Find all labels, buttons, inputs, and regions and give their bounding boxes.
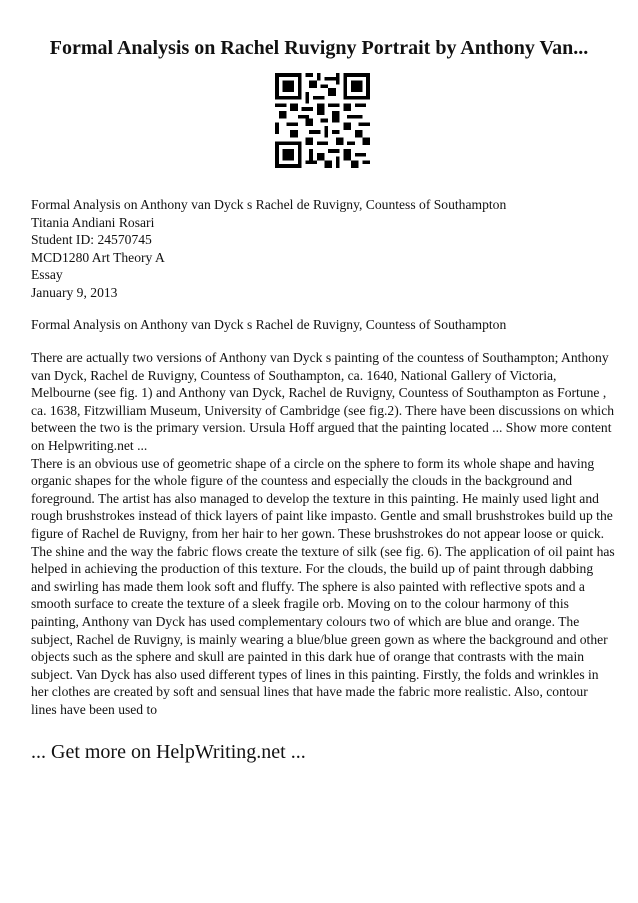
meta-student-id: Student ID: 24570745 (31, 232, 152, 248)
get-more-link[interactable]: ... Get more on HelpWriting.net ... (31, 741, 306, 763)
meta-type: Essay (31, 267, 63, 283)
paragraph-1: There are actually two versions of Anthony van Dyck s painting of the countess of Southampton; Anthony van Dyck, Rachel de Ruvigny, Countess of Southampton, ca. 1640, National Gallery of Victoria, Melbourne (see fig. 1) and Anthony van Dyck, Rachel de Ruvigny, Countess of Southampton as Fortune , ca. 1638, Fitzwilliam Museum, University of Cambridge (see fig.2). There have been discussions on which between the two is the primary version. Ursula Hoff argued that the painting located ... Show more content on Helpwriting.net ... (31, 350, 615, 453)
qr-code-icon (275, 73, 370, 168)
document-meta (31, 196, 615, 302)
meta-title-line: Formal Analysis on Anthony van Dyck s Rachel de Ruvigny, Countess of Southampton (31, 197, 507, 212)
paragraph-2: There is an obvious use of geometric shape of a circle on the sphere to form its whole shape and having organic shapes for the whole figure of the countess and especially the clouds in the background and foreground. The artist has also managed to develop the texture in this painting. He mainly used light and rough brushstrokes instead of thick layers of paint like impasto. Gentle and small brushstrokes build up the figure of Rachel de Ruvigny, from her hair to her gown. These brushstrokes do not appear loose or quick. The shine and the way the fabric flows create the texture of silk (see fig. 6). The application of oil paint has helped in achieving the production of this texture. For the clouds, the build up of paint through dabbing and swirling has made them look soft and fluffy. The sphere is also painted with reflective spots and a smooth surface to create the texture of a sleek fragile orb. Moving on to the colour harmony of this painting, Anthony van Dyck has used complementary colours two of which are blue and orange. The subject, Rachel de Ruvigny, is mainly wearing a blue/blue green gown as where the background and other objects such as the sphere and skull are painted in this dark hue of orange that contrasts with the main subject. Van Dyck has also used different types of lines in this painting. Firstly, the folds and wrinkles in her clothes are created by soft and sensual lines that have made the fabric more realistic. Also, contour lines have been used to (31, 455, 615, 717)
meta-date: January 9, 2013 (31, 284, 118, 300)
meta-course: MCD1280 Art Theory A (31, 249, 165, 265)
essay-subheading: Formal Analysis on Anthony van Dyck s Rachel de Ruvigny, Countess of Southampton (31, 317, 507, 332)
document-title: Formal Analysis on Rachel Ruvigny Portrait by Anthony Van... (49, 37, 589, 59)
essay-body (31, 349, 615, 718)
meta-author: Titania Andiani Rosari (31, 214, 155, 230)
